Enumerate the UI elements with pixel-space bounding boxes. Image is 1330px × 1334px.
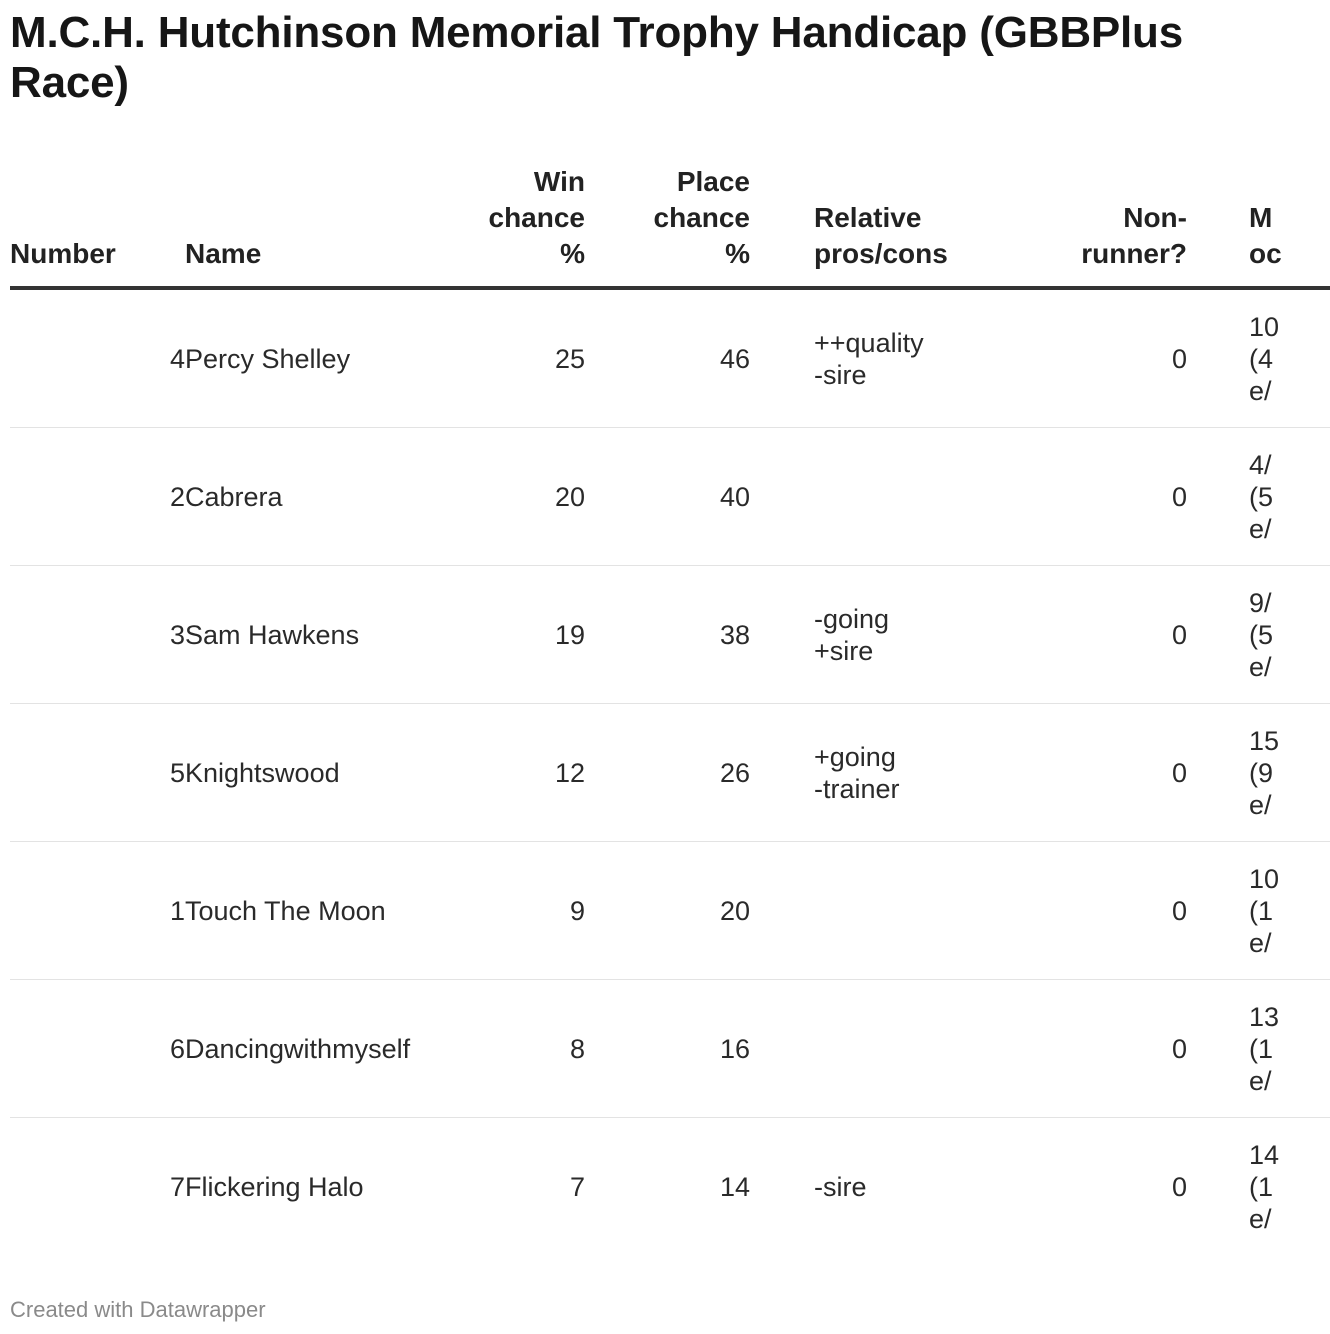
cell-horse-name: Touch The Moon [185, 842, 440, 980]
cell-relative-pros-cons [750, 428, 920, 566]
cell-place-chance: 46 [585, 288, 750, 428]
cell-nonrunner: 0 [920, 842, 1187, 980]
cell-relative-pros-cons [750, 704, 920, 842]
cell-horse-name: Knightswood [185, 704, 440, 842]
col-header-odds[interactable] [1187, 160, 1330, 288]
cell-odds [1187, 704, 1330, 842]
cell-horse-name: Cabrera [185, 428, 440, 566]
pros-cons-line: -sire [814, 1171, 867, 1202]
cell-nonrunner: 0 [920, 566, 1187, 704]
cell-number [10, 288, 185, 428]
odds-line: 15 [1249, 725, 1280, 756]
cell-number [10, 842, 185, 980]
odds-line: (1 [1249, 1171, 1274, 1202]
cell-nonrunner: 0 [920, 980, 1187, 1118]
header-label-line: % [725, 238, 750, 269]
cell-win-chance: 7 [569, 1171, 585, 1202]
header-label-line: Number [10, 238, 116, 269]
cell-nonrunner: 0 [920, 428, 1187, 566]
cell-number [10, 1118, 185, 1256]
header-label-line: Win [533, 166, 585, 197]
pros-cons-line: +sire [814, 635, 874, 666]
odds-line: e/ [1249, 1065, 1272, 1096]
table-row [10, 1118, 1330, 1256]
header-label-line: Place [676, 166, 750, 197]
cell-win-chance: 8 [440, 980, 585, 1118]
table-row [10, 428, 1330, 566]
odds-line: 10 [1249, 311, 1280, 342]
header-label-line: chance [488, 202, 585, 233]
cell-place-chance: 38 [585, 566, 750, 704]
cell-odds [1187, 980, 1330, 1118]
odds-line: (5 [1249, 481, 1274, 512]
table-row [10, 704, 1330, 842]
odds-line: (5 [1249, 619, 1274, 650]
odds-line: (4 [1249, 343, 1274, 374]
cell-relative-pros-cons [750, 980, 920, 1118]
odds-line: e/ [1249, 1203, 1272, 1234]
cell-relative-pros-cons [750, 288, 924, 428]
cell-relative-pros-cons [750, 842, 920, 980]
header-label-line: Non- [1123, 202, 1187, 233]
table-row [10, 842, 1330, 980]
credit-footer: Created with Datawrapper [10, 1297, 266, 1322]
col-header-number[interactable] [10, 160, 185, 288]
header-label-line: runner? [1081, 238, 1187, 269]
odds-line: 4/ [1249, 449, 1272, 480]
cell-number [10, 428, 185, 566]
cell-nonrunner: 0 [920, 704, 1187, 842]
cell-win-chance: 20 [440, 428, 585, 566]
odds-line: 9/ [1249, 587, 1272, 618]
odds-line: 10 [1249, 863, 1280, 894]
header-label-line: Relative [814, 202, 922, 233]
cell-win-chance: 25 [440, 288, 585, 428]
cell-relative-pros-cons [750, 566, 920, 704]
cell-horse-name: Dancingwithmyself [185, 980, 440, 1118]
pros-cons-line: +going [814, 741, 896, 772]
pros-cons-line: -sire [814, 359, 867, 390]
cell-place-chance: 26 [585, 704, 750, 842]
odds-line: (9 [1249, 757, 1274, 788]
race-table [10, 160, 1330, 1255]
header-label-line: pros/cons [814, 238, 948, 269]
header-label-line: Name [185, 238, 262, 269]
cell-win-chance: 9 [440, 842, 585, 980]
odds-line: 14 [1249, 1139, 1280, 1170]
col-header-win-chance[interactable] [440, 160, 585, 288]
cell-relative-pros-cons [750, 1118, 920, 1256]
cell-odds [1187, 1118, 1330, 1256]
col-header-nonrunner[interactable] [920, 160, 1187, 288]
cell-odds [1187, 566, 1330, 704]
runner-number: 2 [169, 481, 185, 512]
pros-cons-line: -going [814, 603, 890, 634]
odds-line: e/ [1249, 789, 1272, 820]
runner-number: 5 [169, 757, 185, 788]
cell-number [10, 566, 185, 704]
cell-win-chance: 12 [440, 704, 585, 842]
table-row [10, 566, 1330, 704]
header-label-line: % [560, 238, 585, 269]
header-label-line: M [1249, 202, 1273, 233]
cell-place-chance: 40 [585, 428, 750, 566]
odds-line: (1 [1249, 1033, 1274, 1064]
odds-line: (1 [1249, 895, 1274, 926]
chart-title: M.C.H. Hutchinson Memorial Trophy Handicap (GBBPlus Race) [10, 8, 1184, 107]
cell-nonrunner: 0 [920, 288, 1187, 428]
cell-odds [1187, 288, 1330, 428]
runner-number: 7 [169, 1171, 185, 1202]
cell-nonrunner: 0 [1171, 1171, 1187, 1202]
cell-horse-name: Flickering Halo [185, 1171, 364, 1202]
cell-number [10, 704, 185, 842]
col-header-name[interactable] [185, 160, 440, 288]
col-header-place-chance[interactable] [585, 160, 750, 288]
table-body [10, 288, 1330, 1255]
cell-win-chance: 19 [440, 566, 585, 704]
table-scroll-area[interactable] [10, 160, 1282, 1260]
odds-line: 13 [1249, 1001, 1280, 1032]
runner-number: 6 [169, 1033, 185, 1064]
header-label-line: chance [653, 202, 750, 233]
runner-number: 4 [169, 343, 185, 374]
cell-odds [1187, 842, 1330, 980]
cell-number [10, 980, 185, 1118]
cell-odds [1187, 428, 1330, 566]
cell-place-chance: 14 [719, 1171, 750, 1202]
cell-place-chance: 16 [585, 980, 750, 1118]
odds-line: e/ [1249, 513, 1272, 544]
odds-line: e/ [1249, 651, 1272, 682]
runner-number: 3 [169, 619, 185, 650]
col-header-relative[interactable] [750, 160, 948, 288]
odds-line: e/ [1249, 375, 1272, 406]
odds-line: e/ [1249, 927, 1272, 958]
header-row [10, 160, 1330, 288]
pros-cons-line: ++quality [814, 327, 924, 358]
cell-horse-name: Percy Shelley [185, 288, 440, 428]
pros-cons-line: -trainer [814, 773, 900, 804]
header-label-line: oc [1249, 238, 1282, 269]
cell-horse-name: Sam Hawkens [185, 566, 440, 704]
runner-number: 1 [169, 895, 185, 926]
cell-place-chance: 20 [585, 842, 750, 980]
table-row [10, 980, 1330, 1118]
table-row [10, 288, 1330, 428]
